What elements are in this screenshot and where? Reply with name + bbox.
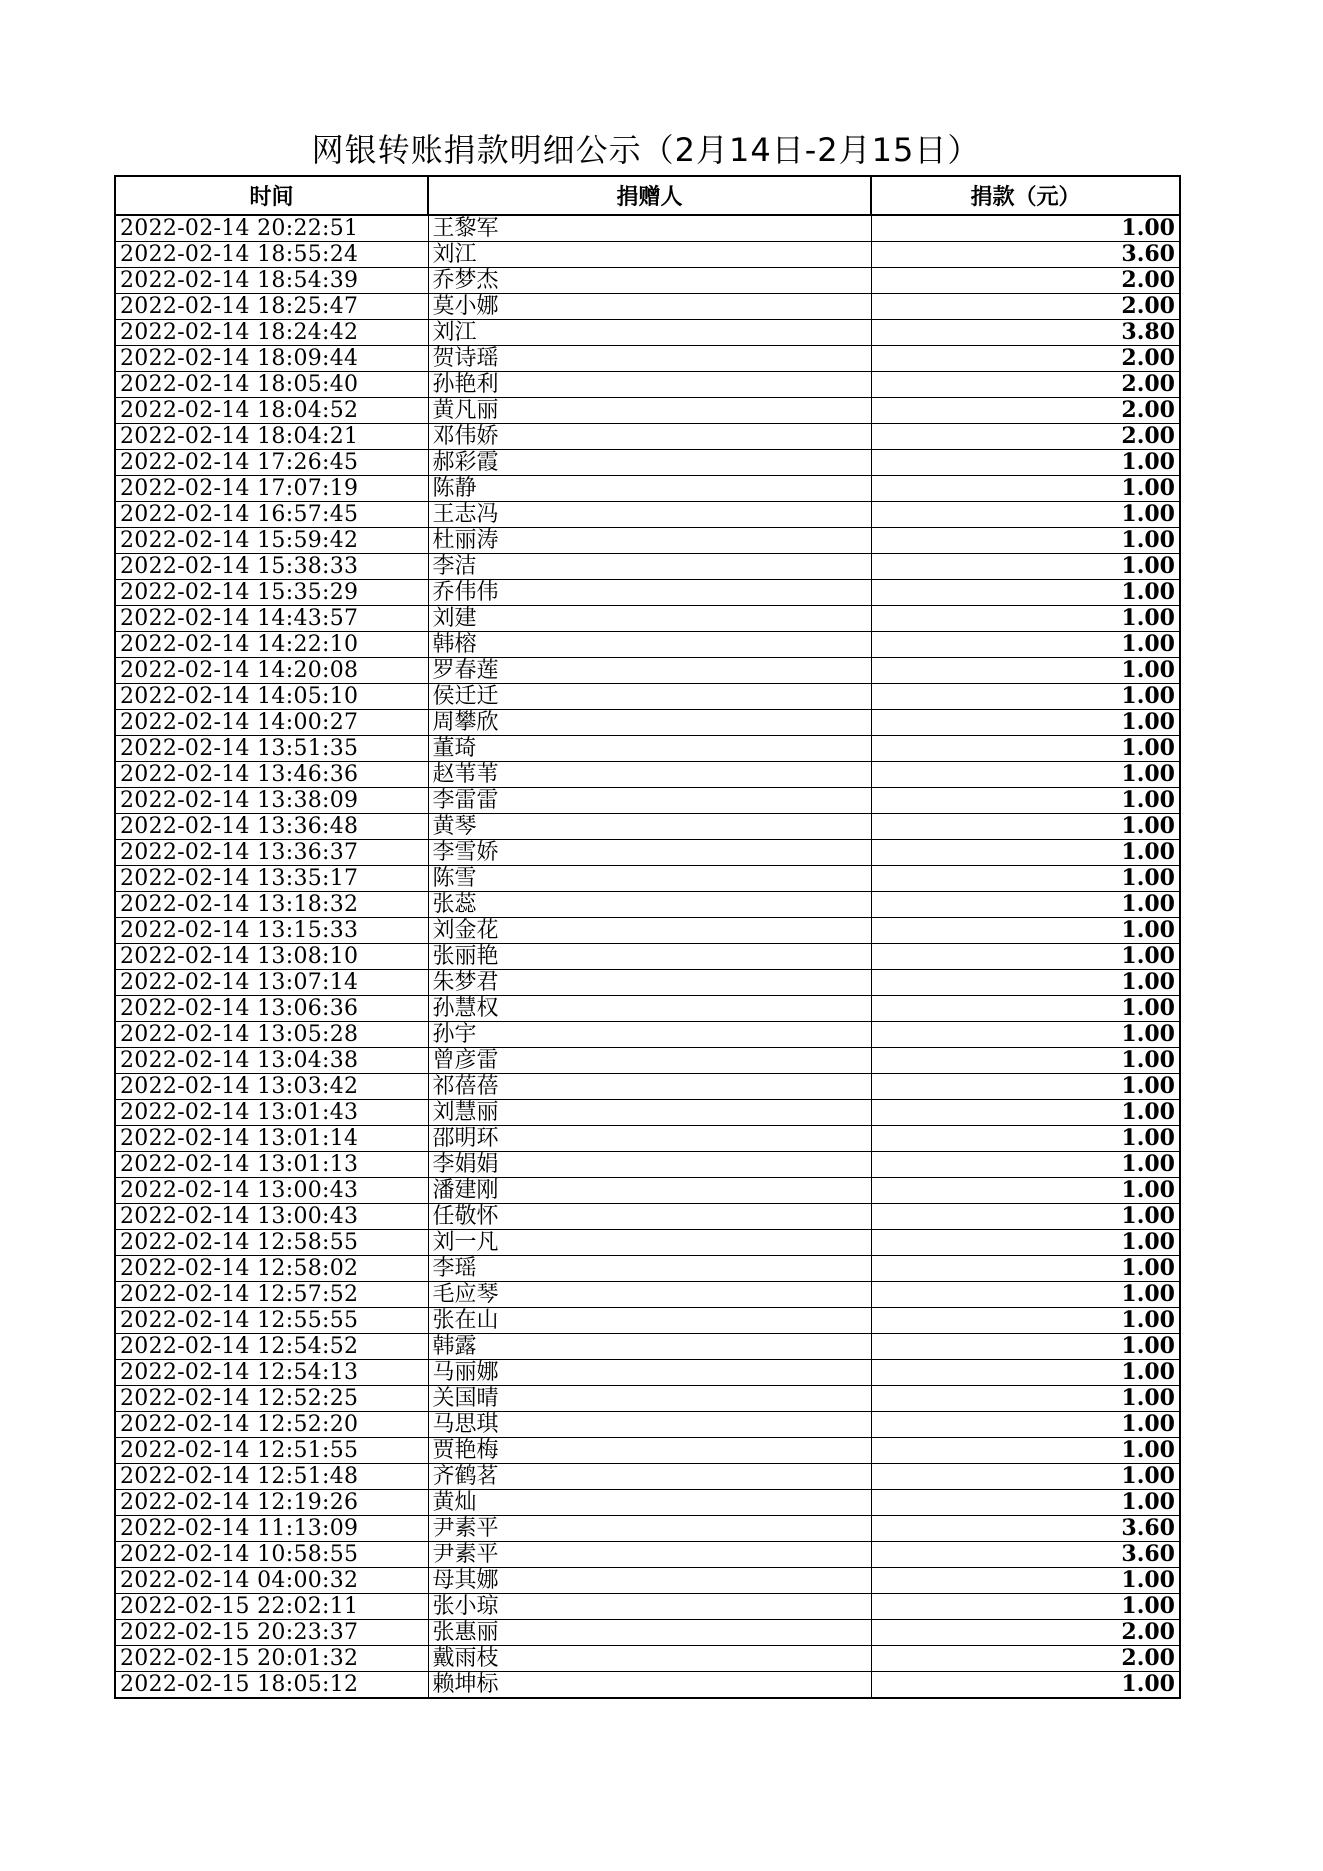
cell-time: 2022-02-15 20:01:32 xyxy=(115,1646,428,1672)
cell-donor: 刘江 xyxy=(428,242,871,268)
cell-donor: 戴雨枝 xyxy=(428,1646,871,1672)
table-row xyxy=(115,788,1180,814)
cell-time: 2022-02-14 13:00:43 xyxy=(115,1204,428,1230)
table-row xyxy=(115,1542,1180,1568)
cell-time: 2022-02-14 13:51:35 xyxy=(115,736,428,762)
table-row xyxy=(115,476,1180,502)
cell-donor: 张丽艳 xyxy=(428,944,871,970)
donation-table xyxy=(114,175,1181,1699)
cell-donor: 侯迁迁 xyxy=(428,684,871,710)
cell-donor: 陈静 xyxy=(428,476,871,502)
cell-time: 2022-02-14 14:20:08 xyxy=(115,658,428,684)
table-row xyxy=(115,1048,1180,1074)
cell-time: 2022-02-14 12:51:55 xyxy=(115,1438,428,1464)
cell-donor: 尹素平 xyxy=(428,1542,871,1568)
cell-amount: 2.00 xyxy=(871,294,1180,320)
cell-donor: 黄凡丽 xyxy=(428,398,871,424)
cell-time: 2022-02-14 11:13:09 xyxy=(115,1516,428,1542)
cell-time: 2022-02-14 12:52:20 xyxy=(115,1412,428,1438)
cell-time: 2022-02-14 04:00:32 xyxy=(115,1568,428,1594)
table-row xyxy=(115,996,1180,1022)
cell-amount: 1.00 xyxy=(871,1178,1180,1204)
cell-amount: 1.00 xyxy=(871,476,1180,502)
cell-amount: 1.00 xyxy=(871,710,1180,736)
cell-time: 2022-02-14 13:01:43 xyxy=(115,1100,428,1126)
cell-time: 2022-02-14 17:26:45 xyxy=(115,450,428,476)
cell-time: 2022-02-14 15:38:33 xyxy=(115,554,428,580)
table-row xyxy=(115,814,1180,840)
cell-donor: 李雷雷 xyxy=(428,788,871,814)
cell-donor: 邵明环 xyxy=(428,1126,871,1152)
cell-time: 2022-02-14 13:35:17 xyxy=(115,866,428,892)
cell-time: 2022-02-14 18:54:39 xyxy=(115,268,428,294)
cell-amount: 2.00 xyxy=(871,424,1180,450)
cell-amount: 1.00 xyxy=(871,1594,1180,1620)
cell-time: 2022-02-14 13:00:43 xyxy=(115,1178,428,1204)
cell-donor: 刘慧丽 xyxy=(428,1100,871,1126)
table-row xyxy=(115,580,1180,606)
table-row xyxy=(115,632,1180,658)
cell-time: 2022-02-14 18:05:40 xyxy=(115,372,428,398)
cell-amount: 1.00 xyxy=(871,736,1180,762)
cell-time: 2022-02-14 14:00:27 xyxy=(115,710,428,736)
table-row xyxy=(115,1464,1180,1490)
cell-time: 2022-02-14 18:09:44 xyxy=(115,346,428,372)
cell-time: 2022-02-14 13:18:32 xyxy=(115,892,428,918)
cell-amount: 2.00 xyxy=(871,372,1180,398)
cell-time: 2022-02-14 16:57:45 xyxy=(115,502,428,528)
cell-amount: 1.00 xyxy=(871,944,1180,970)
cell-time: 2022-02-15 18:05:12 xyxy=(115,1672,428,1699)
cell-donor: 罗春莲 xyxy=(428,658,871,684)
table-header-row xyxy=(115,176,1180,215)
table-row xyxy=(115,268,1180,294)
table-row xyxy=(115,1360,1180,1386)
cell-donor: 马丽娜 xyxy=(428,1360,871,1386)
cell-amount: 1.00 xyxy=(871,1308,1180,1334)
cell-donor: 黄灿 xyxy=(428,1490,871,1516)
cell-donor: 刘金花 xyxy=(428,918,871,944)
cell-amount: 1.00 xyxy=(871,918,1180,944)
cell-amount: 1.00 xyxy=(871,1256,1180,1282)
table-row xyxy=(115,528,1180,554)
cell-time: 2022-02-14 17:07:19 xyxy=(115,476,428,502)
cell-amount: 1.00 xyxy=(871,762,1180,788)
table-row xyxy=(115,372,1180,398)
table-row xyxy=(115,684,1180,710)
cell-amount: 2.00 xyxy=(871,1620,1180,1646)
cell-donor: 张小琼 xyxy=(428,1594,871,1620)
cell-amount: 3.60 xyxy=(871,1542,1180,1568)
cell-amount: 1.00 xyxy=(871,554,1180,580)
cell-amount: 1.00 xyxy=(871,528,1180,554)
cell-time: 2022-02-14 18:24:42 xyxy=(115,320,428,346)
cell-donor: 邓伟娇 xyxy=(428,424,871,450)
cell-time: 2022-02-14 12:55:55 xyxy=(115,1308,428,1334)
cell-donor: 李洁 xyxy=(428,554,871,580)
cell-donor: 李雪娇 xyxy=(428,840,871,866)
cell-amount: 1.00 xyxy=(871,996,1180,1022)
cell-donor: 任敬怀 xyxy=(428,1204,871,1230)
cell-donor: 孙宇 xyxy=(428,1022,871,1048)
cell-time: 2022-02-14 13:01:13 xyxy=(115,1152,428,1178)
table-row xyxy=(115,1230,1180,1256)
cell-time: 2022-02-14 12:54:13 xyxy=(115,1360,428,1386)
cell-donor: 张蕊 xyxy=(428,892,871,918)
cell-donor: 尹素平 xyxy=(428,1516,871,1542)
table-row xyxy=(115,1204,1180,1230)
table-row xyxy=(115,1074,1180,1100)
table-row xyxy=(115,1152,1180,1178)
cell-donor: 黄琴 xyxy=(428,814,871,840)
cell-time: 2022-02-14 13:05:28 xyxy=(115,1022,428,1048)
cell-donor: 张惠丽 xyxy=(428,1620,871,1646)
cell-amount: 2.00 xyxy=(871,398,1180,424)
table-row xyxy=(115,1334,1180,1360)
table-row xyxy=(115,450,1180,476)
cell-time: 2022-02-14 18:55:24 xyxy=(115,242,428,268)
cell-time: 2022-02-14 12:52:25 xyxy=(115,1386,428,1412)
table-row xyxy=(115,918,1180,944)
table-row xyxy=(115,736,1180,762)
table-body xyxy=(115,215,1180,1698)
table-row xyxy=(115,1256,1180,1282)
table-row xyxy=(115,1516,1180,1542)
cell-time: 2022-02-14 18:25:47 xyxy=(115,294,428,320)
cell-donor: 郝彩霞 xyxy=(428,450,871,476)
cell-time: 2022-02-14 14:05:10 xyxy=(115,684,428,710)
table-row xyxy=(115,1100,1180,1126)
cell-amount: 1.00 xyxy=(871,1126,1180,1152)
cell-amount: 1.00 xyxy=(871,840,1180,866)
cell-amount: 3.60 xyxy=(871,242,1180,268)
cell-amount: 1.00 xyxy=(871,892,1180,918)
cell-time: 2022-02-14 13:04:38 xyxy=(115,1048,428,1074)
table-row xyxy=(115,320,1180,346)
cell-amount: 1.00 xyxy=(871,1360,1180,1386)
cell-donor: 母其娜 xyxy=(428,1568,871,1594)
cell-donor: 乔梦杰 xyxy=(428,268,871,294)
cell-time: 2022-02-15 20:23:37 xyxy=(115,1620,428,1646)
page-title: 网银转账捐款明细公示（2月14日-2月15日） xyxy=(311,131,981,169)
table-row xyxy=(115,762,1180,788)
cell-amount: 1.00 xyxy=(871,1230,1180,1256)
cell-amount: 1.00 xyxy=(871,1490,1180,1516)
cell-amount: 1.00 xyxy=(871,450,1180,476)
table-row xyxy=(115,215,1180,242)
table-row xyxy=(115,1412,1180,1438)
cell-time: 2022-02-14 12:54:52 xyxy=(115,1334,428,1360)
table-row xyxy=(115,1438,1180,1464)
cell-amount: 1.00 xyxy=(871,788,1180,814)
cell-donor: 周攀欣 xyxy=(428,710,871,736)
table-row xyxy=(115,1594,1180,1620)
cell-amount: 1.00 xyxy=(871,215,1180,242)
cell-time: 2022-02-14 14:22:10 xyxy=(115,632,428,658)
cell-amount: 1.00 xyxy=(871,1672,1180,1699)
table-row xyxy=(115,398,1180,424)
cell-time: 2022-02-14 13:36:37 xyxy=(115,840,428,866)
cell-amount: 1.00 xyxy=(871,970,1180,996)
cell-time: 2022-02-14 13:15:33 xyxy=(115,918,428,944)
cell-time: 2022-02-14 14:43:57 xyxy=(115,606,428,632)
cell-time: 2022-02-14 13:07:14 xyxy=(115,970,428,996)
cell-donor: 朱梦君 xyxy=(428,970,871,996)
table-row xyxy=(115,242,1180,268)
cell-donor: 孙艳利 xyxy=(428,372,871,398)
cell-amount: 1.00 xyxy=(871,1152,1180,1178)
cell-amount: 1.00 xyxy=(871,814,1180,840)
cell-amount: 2.00 xyxy=(871,268,1180,294)
table-row xyxy=(115,502,1180,528)
cell-amount: 1.00 xyxy=(871,1438,1180,1464)
cell-donor: 关国晴 xyxy=(428,1386,871,1412)
cell-time: 2022-02-14 13:36:48 xyxy=(115,814,428,840)
cell-donor: 贺诗瑶 xyxy=(428,346,871,372)
cell-amount: 3.80 xyxy=(871,320,1180,346)
table-row xyxy=(115,554,1180,580)
table-row xyxy=(115,892,1180,918)
cell-donor: 孙慧权 xyxy=(428,996,871,1022)
cell-amount: 1.00 xyxy=(871,1074,1180,1100)
table-row xyxy=(115,1178,1180,1204)
table-row xyxy=(115,606,1180,632)
table-row xyxy=(115,944,1180,970)
cell-amount: 1.00 xyxy=(871,1334,1180,1360)
cell-amount: 2.00 xyxy=(871,1646,1180,1672)
table-row xyxy=(115,840,1180,866)
cell-amount: 1.00 xyxy=(871,1100,1180,1126)
cell-time: 2022-02-14 13:06:36 xyxy=(115,996,428,1022)
cell-time: 2022-02-14 10:58:55 xyxy=(115,1542,428,1568)
cell-donor: 陈雪 xyxy=(428,866,871,892)
table-row xyxy=(115,1620,1180,1646)
cell-donor: 刘江 xyxy=(428,320,871,346)
cell-time: 2022-02-14 20:22:51 xyxy=(115,215,428,242)
table-row xyxy=(115,346,1180,372)
table-row xyxy=(115,1646,1180,1672)
cell-donor: 王黎军 xyxy=(428,215,871,242)
cell-donor: 莫小娜 xyxy=(428,294,871,320)
cell-donor: 王志冯 xyxy=(428,502,871,528)
cell-time: 2022-02-14 18:04:21 xyxy=(115,424,428,450)
header-donor: 捐赠人 xyxy=(428,176,871,215)
cell-amount: 1.00 xyxy=(871,580,1180,606)
cell-donor: 李瑶 xyxy=(428,1256,871,1282)
cell-donor: 曾彦雷 xyxy=(428,1048,871,1074)
cell-time: 2022-02-14 15:35:29 xyxy=(115,580,428,606)
cell-time: 2022-02-14 18:04:52 xyxy=(115,398,428,424)
cell-time: 2022-02-14 13:08:10 xyxy=(115,944,428,970)
cell-time: 2022-02-14 15:59:42 xyxy=(115,528,428,554)
cell-time: 2022-02-14 12:19:26 xyxy=(115,1490,428,1516)
header-time: 时间 xyxy=(115,176,428,215)
cell-donor: 韩露 xyxy=(428,1334,871,1360)
cell-time: 2022-02-14 12:57:52 xyxy=(115,1282,428,1308)
cell-donor: 董琦 xyxy=(428,736,871,762)
table-row xyxy=(115,710,1180,736)
cell-amount: 1.00 xyxy=(871,632,1180,658)
cell-donor: 李娟娟 xyxy=(428,1152,871,1178)
cell-donor: 刘一凡 xyxy=(428,1230,871,1256)
table-row xyxy=(115,1386,1180,1412)
cell-amount: 1.00 xyxy=(871,1204,1180,1230)
cell-amount: 1.00 xyxy=(871,1282,1180,1308)
cell-donor: 赖坤标 xyxy=(428,1672,871,1699)
cell-amount: 1.00 xyxy=(871,1464,1180,1490)
cell-donor: 毛应琴 xyxy=(428,1282,871,1308)
cell-donor: 祁蓓蓓 xyxy=(428,1074,871,1100)
table-row xyxy=(115,1308,1180,1334)
header-amount: 捐款（元） xyxy=(871,176,1180,215)
cell-amount: 2.00 xyxy=(871,346,1180,372)
cell-amount: 1.00 xyxy=(871,1048,1180,1074)
table-row xyxy=(115,424,1180,450)
cell-amount: 1.00 xyxy=(871,606,1180,632)
cell-donor: 齐鹤茗 xyxy=(428,1464,871,1490)
cell-amount: 1.00 xyxy=(871,502,1180,528)
cell-donor: 韩榕 xyxy=(428,632,871,658)
table-row xyxy=(115,658,1180,684)
table-row xyxy=(115,1126,1180,1152)
cell-donor: 马思琪 xyxy=(428,1412,871,1438)
table-row xyxy=(115,1568,1180,1594)
table-row xyxy=(115,866,1180,892)
cell-time: 2022-02-14 13:38:09 xyxy=(115,788,428,814)
cell-amount: 1.00 xyxy=(871,1022,1180,1048)
cell-donor: 乔伟伟 xyxy=(428,580,871,606)
cell-time: 2022-02-14 12:51:48 xyxy=(115,1464,428,1490)
cell-time: 2022-02-14 13:01:14 xyxy=(115,1126,428,1152)
cell-amount: 1.00 xyxy=(871,684,1180,710)
table-row xyxy=(115,1490,1180,1516)
cell-amount: 1.00 xyxy=(871,1412,1180,1438)
cell-time: 2022-02-14 13:03:42 xyxy=(115,1074,428,1100)
cell-time: 2022-02-15 22:02:11 xyxy=(115,1594,428,1620)
table-row xyxy=(115,294,1180,320)
cell-donor: 贾艳梅 xyxy=(428,1438,871,1464)
table-row xyxy=(115,1022,1180,1048)
cell-donor: 刘建 xyxy=(428,606,871,632)
cell-amount: 1.00 xyxy=(871,658,1180,684)
cell-amount: 1.00 xyxy=(871,866,1180,892)
table-row xyxy=(115,1672,1180,1699)
cell-time: 2022-02-14 13:46:36 xyxy=(115,762,428,788)
cell-donor: 杜丽涛 xyxy=(428,528,871,554)
cell-donor: 赵苇苇 xyxy=(428,762,871,788)
cell-time: 2022-02-14 12:58:55 xyxy=(115,1230,428,1256)
cell-donor: 张在山 xyxy=(428,1308,871,1334)
cell-amount: 1.00 xyxy=(871,1386,1180,1412)
table-row xyxy=(115,970,1180,996)
table-row xyxy=(115,1282,1180,1308)
cell-amount: 3.60 xyxy=(871,1516,1180,1542)
cell-amount: 1.00 xyxy=(871,1568,1180,1594)
cell-time: 2022-02-14 12:58:02 xyxy=(115,1256,428,1282)
cell-donor: 潘建刚 xyxy=(428,1178,871,1204)
